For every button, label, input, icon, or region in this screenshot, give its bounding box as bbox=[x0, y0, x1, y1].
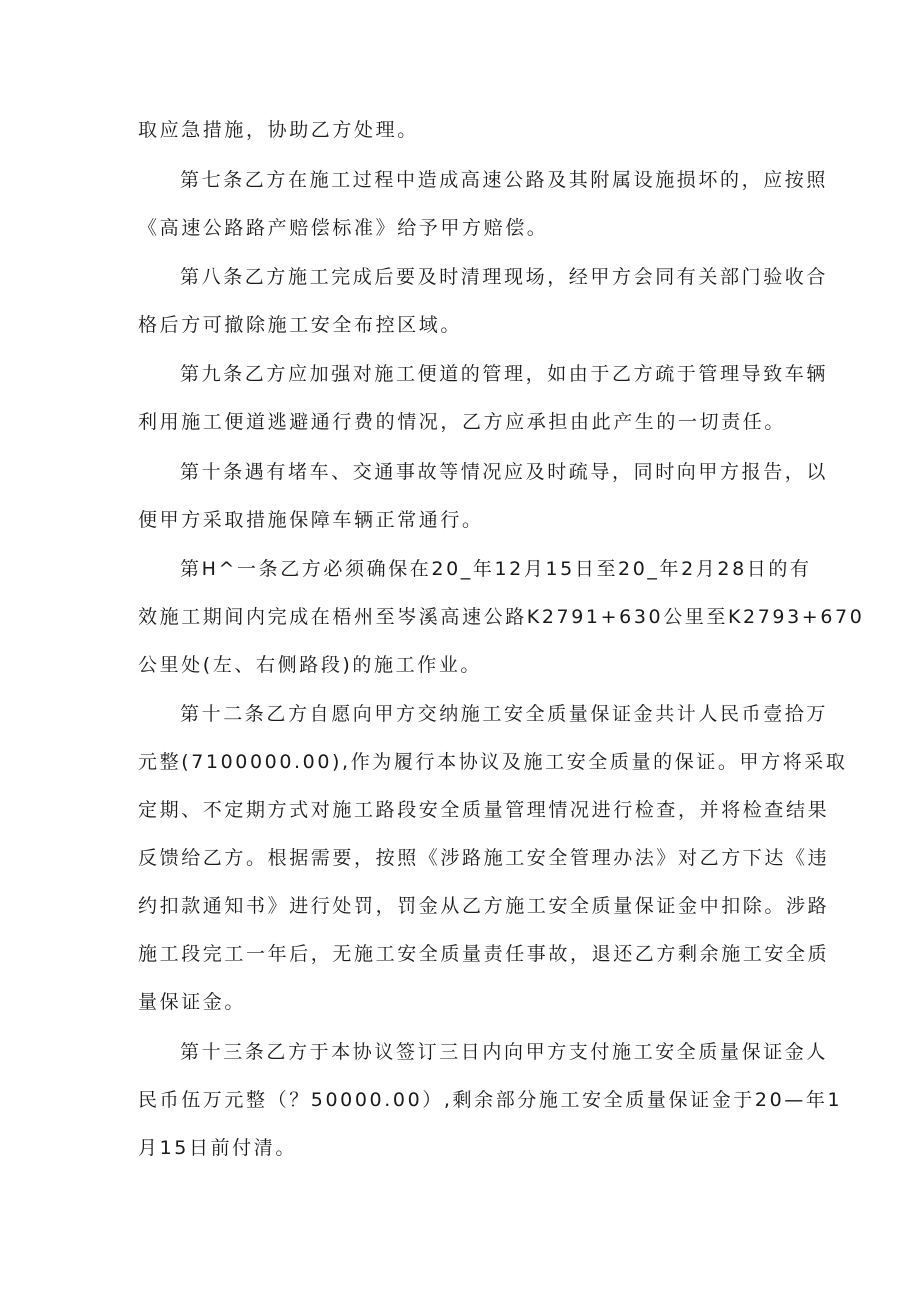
text-line: 第七条乙方在施工过程中造成高速公路及其附属设施损坏的，应按照 bbox=[180, 169, 829, 191]
paragraph-article-8 bbox=[138, 253, 829, 349]
paragraph-article-11 bbox=[138, 545, 865, 689]
paragraph-article-6-end bbox=[138, 106, 788, 154]
text-line: 效施工期间内完成在梧州至岑溪高速公路K2791+630公里至K2793+670 bbox=[138, 606, 865, 628]
paragraph-article-10 bbox=[138, 448, 829, 544]
text-line: 施工段完工一年后，无施工安全质量责任事故，退还乙方剩余施工安全质 bbox=[138, 943, 830, 965]
text-line: 反馈给乙方。根据需要，按照《涉路施工安全管理办法》对乙方下达《违 bbox=[138, 847, 830, 869]
text-line: 定期、不定期方式对施工路段安全质量管理情况进行检查，并将检查结果 bbox=[138, 799, 830, 821]
paragraph-article-12 bbox=[138, 690, 848, 1026]
text-line: 便甲方采取措施保障车辆正常通行。 bbox=[138, 509, 484, 531]
paragraph-article-9 bbox=[138, 350, 829, 446]
paragraph-article-13 bbox=[138, 1028, 843, 1172]
text-line: 利用施工便道逃避通行费的情况，乙方应承担由此产生的一切责任。 bbox=[138, 411, 787, 433]
text-line: 约扣款通知书》进行处罚，罚金从乙方施工安全质量保证金中扣除。涉路 bbox=[138, 895, 830, 917]
text-line: 第九条乙方应加强对施工便道的管理，如由于乙方疏于管理导致车辆 bbox=[180, 363, 829, 385]
text-line: 民币伍万元整（？50000.00）,剩余部分施工安全质量保证金于20—年1 bbox=[138, 1089, 843, 1111]
text-line: 量保证金。 bbox=[138, 991, 247, 1013]
text-line: 格后方可撤除施工安全布控区域。 bbox=[138, 314, 463, 336]
text-line: 取应急措施，协助乙方处理。 bbox=[138, 119, 419, 141]
text-line: 第八条乙方施工完成后要及时清理现场，经甲方会同有关部门验收合 bbox=[180, 266, 829, 288]
text-line: 《高速公路路产赔偿标准》给予甲方赔偿。 bbox=[138, 217, 549, 239]
text-line: 月15日前付清。 bbox=[138, 1137, 297, 1159]
text-line: 第十三条乙方于本协议签订三日内向甲方支付施工安全质量保证金人 bbox=[180, 1041, 829, 1063]
text-line: 公里处(左、右侧路段)的施工作业。 bbox=[138, 654, 483, 676]
text-line: 第H^一条乙方必须确保在20_年12月15日至20_年2月28日的有 bbox=[180, 558, 812, 580]
text-line: 第十条遇有堵车、交通事故等情况应及时疏导，同时向甲方报告，以 bbox=[180, 461, 829, 483]
text-line: 元整(7100000.00),作为履行本协议及施工安全质量的保证。甲方将采取 bbox=[138, 751, 848, 773]
text-line: 第十二条乙方自愿向甲方交纳施工安全质量保证金共计人民币壹拾万 bbox=[180, 703, 829, 725]
paragraph-article-7 bbox=[138, 156, 829, 252]
